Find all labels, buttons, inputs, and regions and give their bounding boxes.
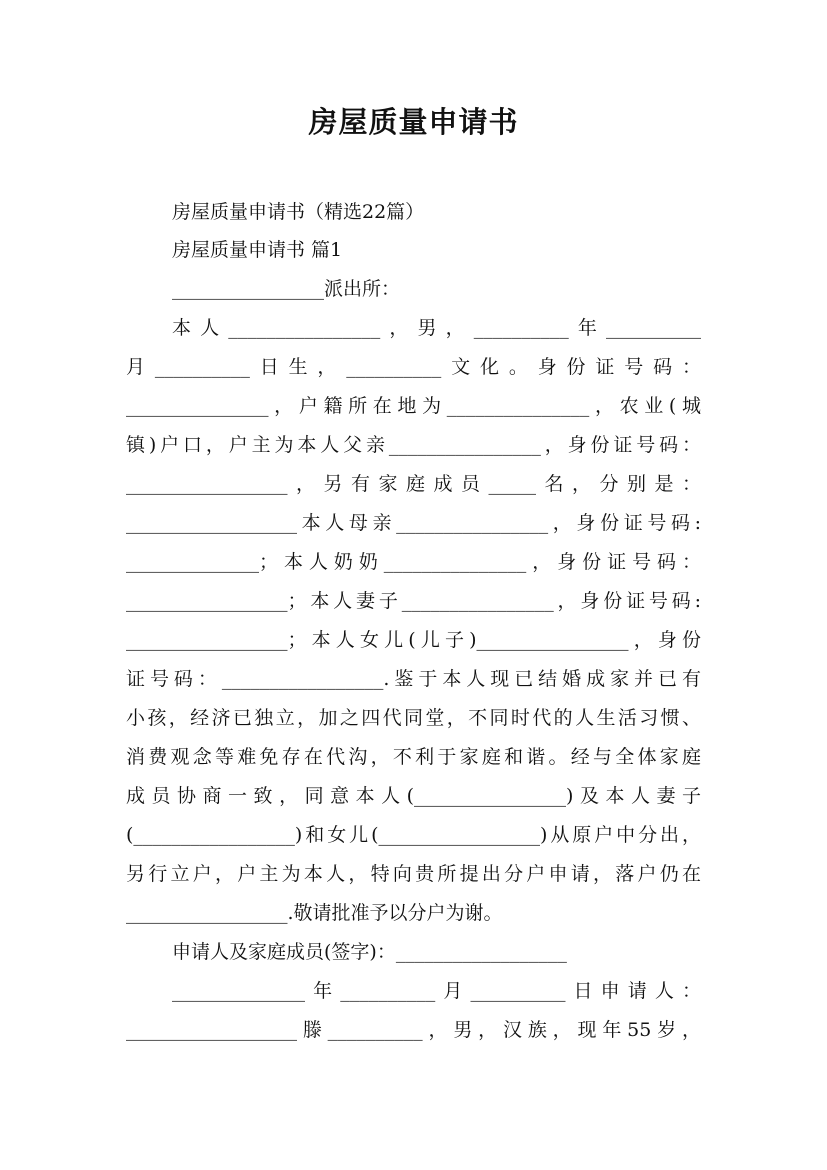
body-line: 另行立户，户主为本人，特向贵所提出分户申请，落户仍在 — [126, 863, 701, 885]
date-line: ______________年__________月__________日申请人： — [172, 980, 701, 1002]
section-heading: 房屋质量申请书 篇1 — [172, 239, 343, 261]
body-line: __________________滕__________，男，汉族，现年55岁， — [126, 1019, 701, 1041]
body-line: 镇)户口，户主为本人父亲________________，身份证号码： — [126, 434, 701, 456]
body-line: 本人________________，男，__________年__________ — [172, 317, 701, 339]
body-line: _________________，另有家庭成员_____名，分别是： — [126, 473, 701, 495]
addressee-line: ________________派出所： — [172, 278, 401, 300]
document-title: 房屋质量申请书 — [308, 105, 519, 139]
body-line: 月__________日生，__________文化。身份证号码： — [126, 356, 701, 378]
body-line: _________________；本人女儿(儿子)________________，身份 — [126, 629, 701, 651]
signature-line: 申请人及家庭成员(签字)：__________________ — [172, 941, 567, 963]
body-line: __________________本人母亲________________，身份证号码: — [126, 512, 701, 534]
body-line: 证号码：_________________.鉴于本人现已结婚成家并已有 — [126, 668, 701, 690]
body-line: _________________.敬请批准予以分户为谢。 — [126, 902, 503, 924]
body-line: 小孩，经济已独立，加之四代同堂，不同时代的人生活习惯、 — [126, 707, 701, 729]
body-line: _______________，户籍所在地为_______________，农业(城 — [126, 395, 701, 417]
body-line: _________________；本人妻子________________，身份证号码: — [126, 590, 701, 612]
body-line: (_________________)和女儿(_________________)从原户中分出， — [126, 824, 701, 846]
body-line: ______________；本人奶奶_______________，身份证号码： — [126, 551, 701, 573]
subtitle-line: 房屋质量申请书（精选22篇） — [172, 201, 425, 223]
body-line: 成员协商一致，同意本人(________________)及本人妻子 — [126, 785, 701, 807]
body-line: 消费观念等难免存在代沟，不利于家庭和谐。经与全体家庭 — [126, 746, 701, 768]
